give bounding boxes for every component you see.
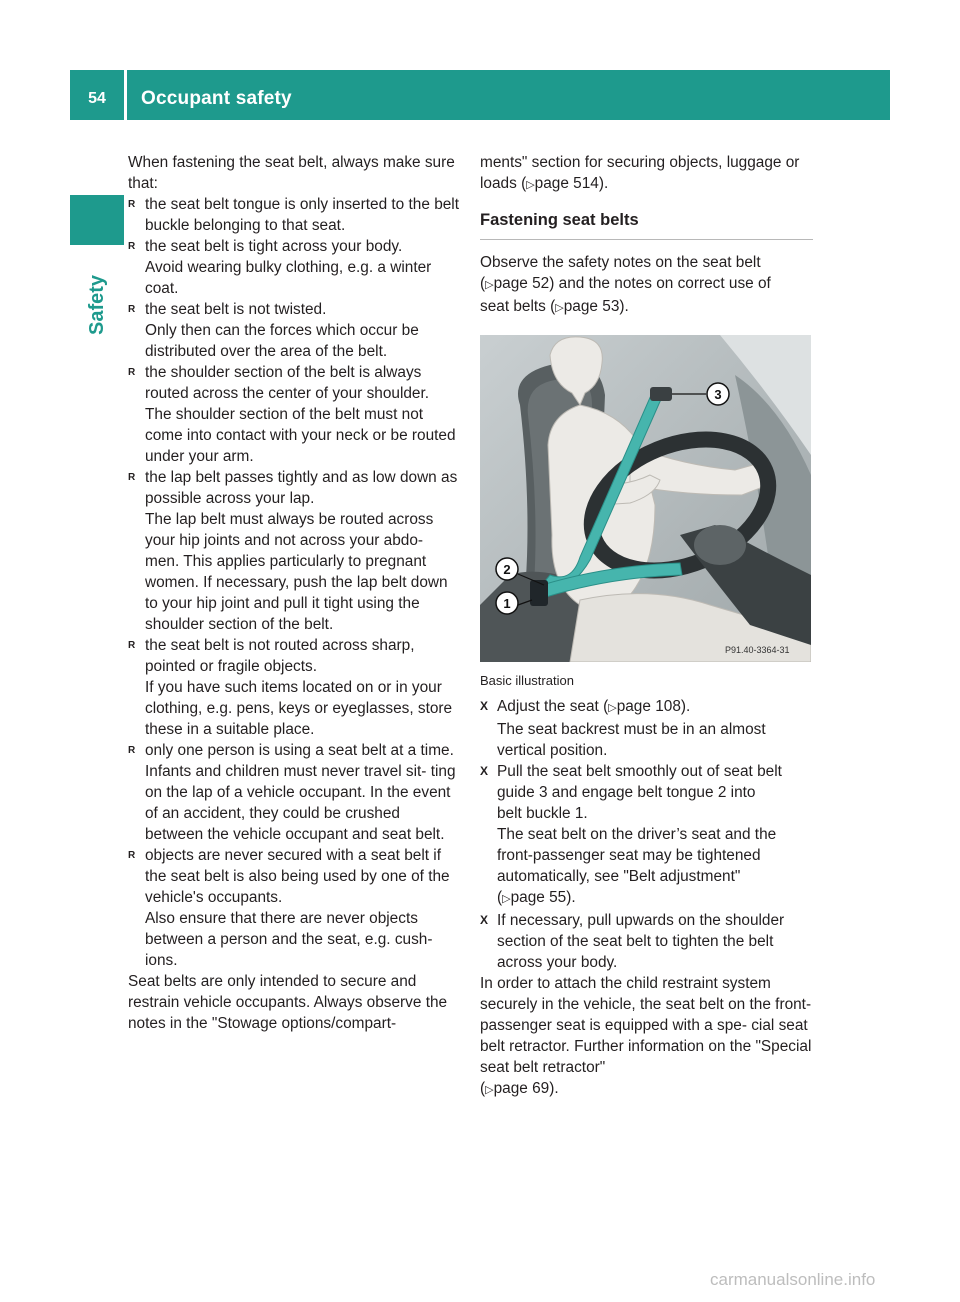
bullet-text: the seat belt is not twisted. xyxy=(145,301,327,318)
left-column xyxy=(128,152,461,1034)
bullet-item xyxy=(128,635,461,740)
bullet-icon: R xyxy=(128,850,136,861)
intro-text: When fastening the seat belt, always make sure that: xyxy=(128,154,455,192)
figure-caption: Basic illustration xyxy=(480,673,574,688)
svg-text:3: 3 xyxy=(714,387,722,402)
step-3: X If necessary, pull upwards on the shoulder section of the seat belt to tighten the belt across your body. xyxy=(480,912,785,971)
callout-2 xyxy=(496,558,518,580)
section-title: Occupant safety xyxy=(141,88,292,109)
header-divider xyxy=(124,70,127,120)
bullet-note: Also ensure that there are never objects between a person and the seat, e.g. cush- ions. xyxy=(145,910,433,969)
watermark: carmanualsonline.info xyxy=(710,1270,876,1289)
callout-3 xyxy=(707,383,729,405)
page-ref-icon: ▷ xyxy=(608,702,617,714)
page-ref-icon: ▷ xyxy=(502,893,511,905)
callout-ref-2: 2 xyxy=(717,784,727,801)
svg-text:1: 1 xyxy=(503,596,511,611)
bullet-list xyxy=(128,194,461,971)
closing-text: In order to attach the child restraint system securely in the vehicle, the seat belt on the front-passenger seat is equipped with a spe- cial seat belt retractor. Further information on the "Special seat belt retractor" xyxy=(480,975,812,1076)
step-arrow-icon: X xyxy=(480,764,489,778)
bullet-note: The lap belt must always be routed across your hip joints and not across your abdo- men. This applies particularly to pregnant women. If necessary, push the lap belt down to your hip joint and pull it tight using the shoulder section of the belt. xyxy=(145,511,448,633)
callout-1 xyxy=(496,592,518,614)
page-ref-icon: ▷ xyxy=(485,279,494,291)
continuation-text: ments" section for securing objects, luggage or loads (▷page 514). xyxy=(480,154,800,192)
step-arrow-icon: X xyxy=(480,913,489,927)
bullet-item xyxy=(128,845,461,971)
bullet-text: objects are never secured with a seat belt if the seat belt is also being used by one of the vehicle's occupants. xyxy=(145,847,450,906)
page-ref-icon: ▷ xyxy=(485,1084,494,1096)
svg-text:2: 2 xyxy=(503,562,511,577)
bullet-text: the shoulder section of the belt is always routed across the center of your shoulder. xyxy=(145,364,430,402)
subheading: Fastening seat belts xyxy=(480,209,813,240)
figure-code: P91.40-3364-31 xyxy=(725,645,790,655)
observe-text: Observe the safety notes on the seat belt (▷page 52) and the notes on correct use of seat belts (▷page 53). xyxy=(480,254,771,315)
bullet-icon: R xyxy=(128,241,136,252)
bullet-text: the lap belt passes tightly and as low down as possible across your lap. xyxy=(145,469,458,507)
bullet-item xyxy=(128,236,461,299)
bullet-item xyxy=(128,467,461,635)
page-ref-icon: ▷ xyxy=(526,179,535,191)
bullet-item xyxy=(128,194,461,236)
step-1: X Adjust the seat (▷page 108). The seat backrest must be in an almost vertical position. xyxy=(480,698,766,759)
outro-text: Seat belts are only intended to secure and restrain vehicle occupants. Always observe the notes in the "Stowage options/compart- xyxy=(128,973,448,1032)
bullet-text: only one person is using a seat belt at a time. xyxy=(145,742,454,759)
page-ref-icon: ▷ xyxy=(555,302,564,314)
bullet-icon: R xyxy=(128,640,136,651)
bullet-text: the seat belt is tight across your body. xyxy=(145,238,403,255)
bullet-item xyxy=(128,299,461,362)
page-number: 54 xyxy=(88,90,106,107)
step-2: X Pull the seat belt smoothly out of seat belt guide 3 and engage belt tongue 2 into belt buckle 1. The seat belt on the driver’s seat and the front-passenger seat may be tightened automatically, see "Belt adjustment" (▷page 55). xyxy=(480,763,782,906)
callout-ref-3: 3 xyxy=(538,784,548,801)
bullet-text: the seat belt is not routed across sharp, pointed or fragile objects. xyxy=(145,637,415,675)
closing-ref: (▷page 69). xyxy=(480,1080,559,1097)
bullet-note: Avoid wearing bulky clothing, e.g. a winter coat. xyxy=(145,259,432,297)
bullet-item xyxy=(128,362,461,467)
bullet-icon: R xyxy=(128,367,136,378)
bullet-text: the seat belt tongue is only inserted to the belt buckle belonging to that seat. xyxy=(145,196,460,234)
bullet-icon: R xyxy=(128,472,136,483)
right-column xyxy=(480,152,813,1101)
callout-ref-1: 1 xyxy=(574,805,584,822)
bullet-icon: R xyxy=(128,304,136,315)
seat-belt-illustration xyxy=(480,335,811,662)
bullet-note: The shoulder section of the belt must not come into contact with your neck or be routed under your arm. xyxy=(145,406,456,465)
bullet-icon: R xyxy=(128,199,136,210)
side-tab-block xyxy=(70,195,124,245)
bullet-icon: R xyxy=(128,745,136,756)
bullet-note: Only then can the forces which occur be distributed over the area of the belt. xyxy=(145,322,419,360)
bullet-note: Infants and children must never travel sit- ting on the lap of a vehicle occupant. In the event of an accident, they could be crushed between the vehicle occupant and seat belt. xyxy=(145,763,456,843)
bullet-item xyxy=(128,740,461,845)
bullet-note: If you have such items located on or in your clothing, e.g. pens, keys or eyeglasses, store these in a suitable place. xyxy=(145,679,453,738)
step-arrow-icon: X xyxy=(480,699,489,713)
